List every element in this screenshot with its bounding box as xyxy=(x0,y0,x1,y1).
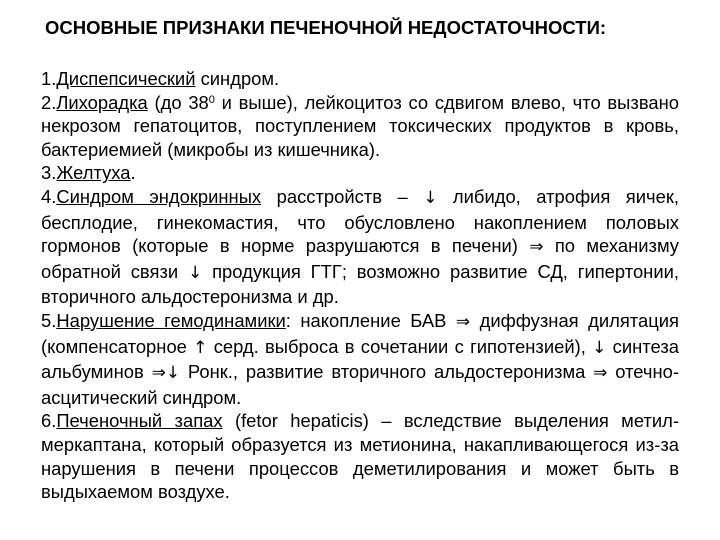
list-item-5 xyxy=(41,309,679,409)
item-text: серд. выброса в сочетании с гипотензией), xyxy=(207,335,593,357)
degree-superscript: 0 xyxy=(208,93,215,106)
arrow-down-icon: ↓ xyxy=(188,262,203,283)
item-term: Печеночный запах xyxy=(56,410,223,432)
item-number: 4. xyxy=(41,185,57,207)
item-number: 5. xyxy=(41,309,57,331)
list-item-2 xyxy=(41,91,679,162)
list-item-4 xyxy=(41,185,679,309)
item-text: продукция ГТГ; возможно развитие СД, гипертонии, вторичного альдостеронизма и др. xyxy=(41,260,679,308)
item-text: синдром. xyxy=(195,68,280,89)
item-number: 3. xyxy=(41,162,57,184)
item-term: гемодинамики xyxy=(164,309,286,331)
item-number: 1. xyxy=(41,68,57,89)
arrow-down-icon: ↓ xyxy=(165,363,181,384)
item-text: и выше), лейкоцитоз со сдвигом влево, что вызвано некрозом гепатоцитов, поступлением токсических продуктов в кровь, бактериемией (микробы из кишечника). xyxy=(41,91,679,160)
arrow-down-icon: ↓ xyxy=(592,337,607,358)
item-text: (fetor hepaticis) – вследствие выделения метил-меркаптана, который образуется из метионина, накапливающегося из-за нарушения в печени процессов деметилирования и может быть в выдыхаемом воздухе. xyxy=(41,410,679,503)
list-item-6 xyxy=(41,409,679,503)
item-text: диффузная дилятация (компенсаторное xyxy=(41,309,679,357)
item-text: : накопление БАВ xyxy=(285,309,456,331)
slide-title: ОСНОВНЫЕ ПРИЗНАКИ ПЕЧЕНОЧНОЙ НЕДОСТАТОЧНОСТИ: xyxy=(45,17,607,38)
item-text: расстройств – xyxy=(261,185,424,207)
implies-arrow-icon: ⇒ xyxy=(593,363,608,384)
item-text: Ронк., развитие вторичного альдостеронизма xyxy=(180,361,594,383)
item-term: Лихорадка xyxy=(56,91,148,113)
implies-arrow-icon: ⇒ xyxy=(529,237,544,258)
item-text: . xyxy=(130,162,136,184)
item-term: Диспепсический xyxy=(56,68,196,89)
implies-arrow-icon: ⇒ xyxy=(151,363,166,384)
item-term: Синдром xyxy=(56,185,150,207)
item-number: 6. xyxy=(41,410,57,432)
item-term: эндокринных xyxy=(149,185,262,207)
arrow-down-icon: ↓ xyxy=(423,187,438,208)
list-item-1 xyxy=(41,67,679,91)
item-text: по механизму обратной связи xyxy=(41,235,679,282)
list-item-3 xyxy=(41,161,679,185)
slide-body xyxy=(41,67,679,504)
item-text: либидо, атрофия яичек, бесплодие, гинекомастия, что обусловлено накоплением половых гормонов (которые в норме разрушаются в печени) xyxy=(41,185,679,257)
item-text: отечно-асцитический синдром. xyxy=(41,361,679,408)
item-term: Нарушение xyxy=(56,309,165,331)
item-text: (до 38 xyxy=(147,91,209,113)
implies-arrow-icon: ⇒ xyxy=(455,311,471,332)
item-text: синтеза альбуминов xyxy=(41,335,679,383)
item-number: 2. xyxy=(41,91,57,113)
item-term: Желтуха xyxy=(56,162,131,184)
arrow-up-icon: ↑ xyxy=(193,337,208,358)
